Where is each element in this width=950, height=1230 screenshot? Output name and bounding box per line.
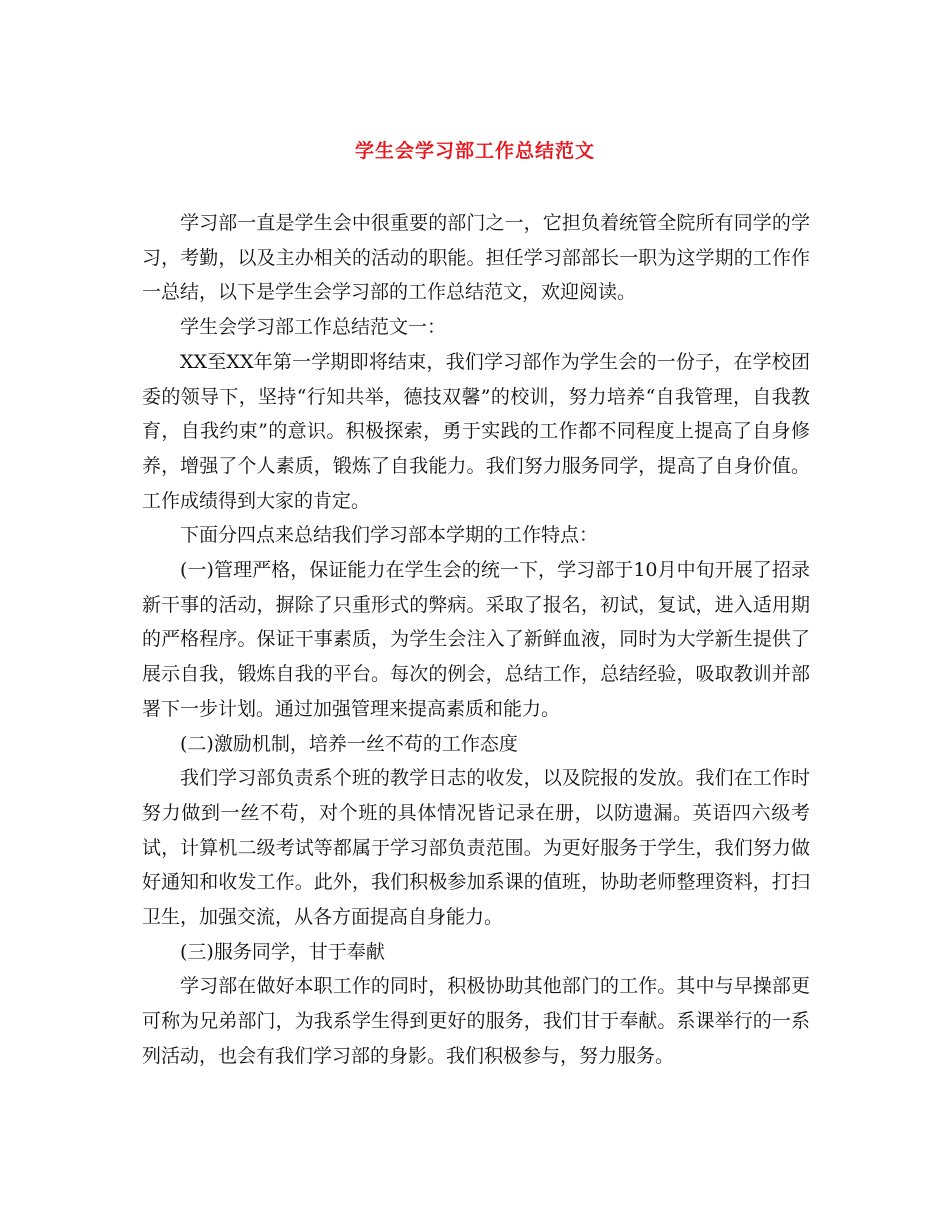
paragraph: 学习部在做好本职工作的同时，积极协助其他部门的工作。其中与早操部更可称为兄弟部门，为我系学生得到更好的服务，我们甘于奉献。系课举行的一系列活动，也会有我们学习部的身影。我们积极参与，努力服务。 [142,975,810,1067]
document-title: 学生会学习部工作总结范文 [354,140,595,162]
paragraph: 学习部一直是学生会中很重要的部门之一，它担负着统管全院所有同学的学习，考勤，以及主办相关的活动的职能。担任学习部部长一职为这学期的工作作一总结，以下是学生会学习部的工作总结范文，欢迎阅读。 [142,212,810,304]
paragraph: (三)服务同学，甘于奉献 [180,940,385,963]
paragraph: XX至XX年第一学期即将结束，我们学习部作为学生会的一份子，在学校团委的领导下，坚持“行知共举，德技双馨”的校训，努力培养“自我管理，自我教育，自我约束”的意识。积极探索，勇于实践的工作都不同程度上提高了自身修养，增强了个人素质，锻炼了自我能力。我们努力服务同学，提高了自身价值。工作成绩得到大家的肯定。 [142,350,810,512]
paragraph: 学生会学习部工作总结范文一： [180,316,447,339]
document-body [142,206,810,1074]
paragraph: 下面分四点来总结我们学习部本学期的工作特点： [180,524,599,547]
paragraph: (二)激励机制，培养一丝不苟的工作态度 [180,732,518,755]
paragraph: (一)管理严格，保证能力在学生会的统一下，学习部于10月中旬开展了招录新干事的活动，摒除了只重形式的弊病。采取了报名，初试，复试，进入适用期的严格程序。保证干事素质，为学生会注入了新鲜血液，同时为大学新生提供了展示自我，锻炼自我的平台。每次的例会，总结工作，总结经验，吸取教训并部署下一步计划。通过加强管理来提高素质和能力。 [142,559,810,720]
paragraph: 我们学习部负责系个班的教学日志的收发，以及院报的发放。我们在工作时努力做到一丝不苟，对个班的具体情况皆记录在册，以防遗漏。英语四六级考试，计算机二级考试等都属于学习部负责范围。为更好服务于学生，我们努力做好通知和收发工作。此外，我们积极参加系课的值班，协助老师整理资料，打扫卫生，加强交流，从各方面提高自身能力。 [142,767,810,929]
